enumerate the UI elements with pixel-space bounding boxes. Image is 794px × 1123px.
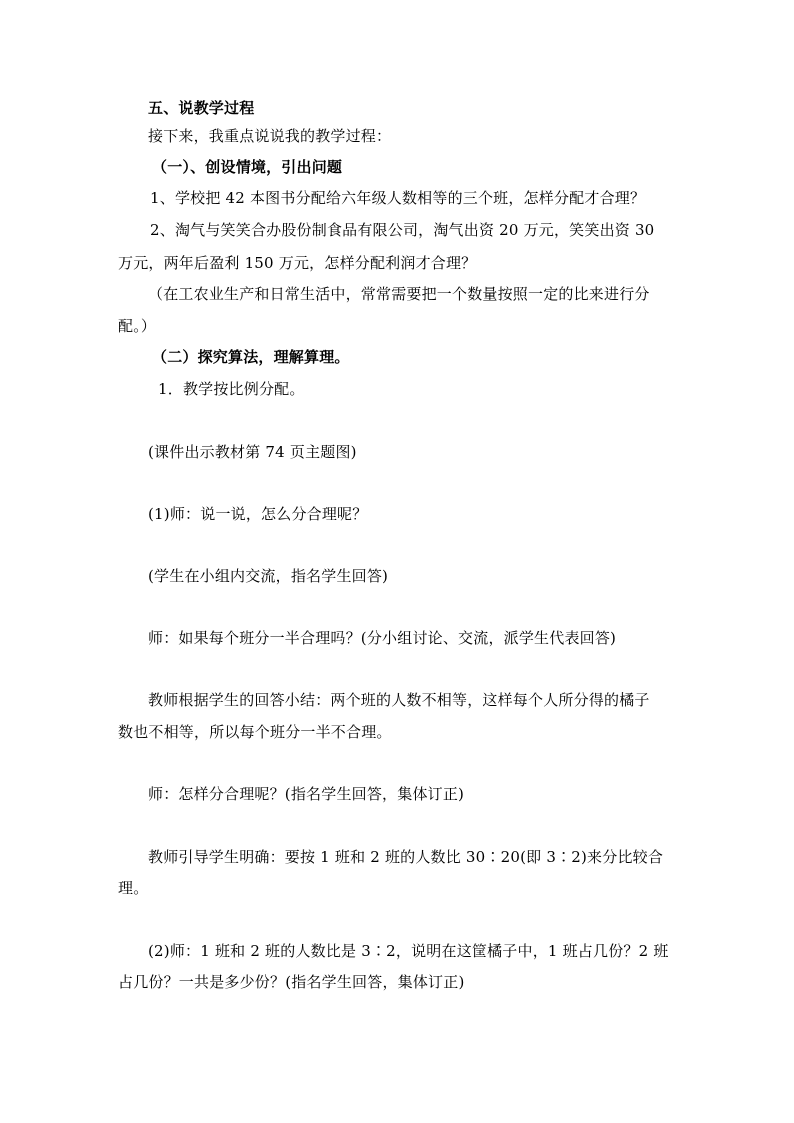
question-2-line2: 万元，两年后盈利 150 万元，怎样分配利润才合理？: [118, 254, 477, 272]
question-1: 1、学校把 42 本图书分配给六年级人数相等的三个班，怎样分配才合理？: [150, 189, 646, 207]
summary-line1: 教师根据学生的回答小结：两个班的人数不相等，这样每个人所分得的橘子: [148, 691, 650, 709]
note-line1: （在工农业生产和日常生活中，常常需要把一个数量按照一定的比来进行分: [148, 285, 650, 303]
guide-line1: 教师引导学生明确：要按 1 班和 2 班的人数比 30∶20(即 3∶2)来分比较合: [148, 848, 664, 866]
teacher-question-1: (1)师：说一说，怎么分合理呢？: [148, 505, 368, 523]
teacher-question-3: 师：怎样分合理呢？(指名学生回答，集体订正): [148, 785, 465, 803]
students-discussion: (学生在小组内交流，指名学生回答): [148, 567, 389, 585]
summary-line2: 数也不相等，所以每个班分一半不合理。: [118, 723, 392, 741]
teacher-question-4-line2: 占几份？一共是多少份？(指名学生回答，集体订正): [118, 973, 465, 991]
teacher-question-2: 师：如果每个班分一半合理吗？(分小组讨论、交流，派学生代表回答): [148, 629, 617, 647]
note-line2: 配。）: [118, 317, 157, 335]
section-title: 五、说教学过程: [148, 99, 255, 117]
part1-title: （一）、创设情境，引出问题: [152, 158, 343, 176]
step-1: 1．教学按比例分配。: [158, 380, 305, 398]
teacher-question-4-line1: (2)师：1 班和 2 班的人数比是 3∶2，说明在这筐橘子中，1 班占几份？2 班: [148, 942, 669, 960]
courseware-note: (课件出示教材第 74 页主题图): [148, 443, 357, 461]
question-2-line1: 2、淘气与笑笑合办股份制食品有限公司，淘气出资 20 万元，笑笑出资 30: [150, 221, 655, 239]
part2-title: （二）探究算法，理解算理。: [152, 348, 350, 366]
intro-paragraph: 接下来，我重点说说我的教学过程：: [148, 127, 392, 145]
guide-line2: 理。: [118, 879, 149, 897]
